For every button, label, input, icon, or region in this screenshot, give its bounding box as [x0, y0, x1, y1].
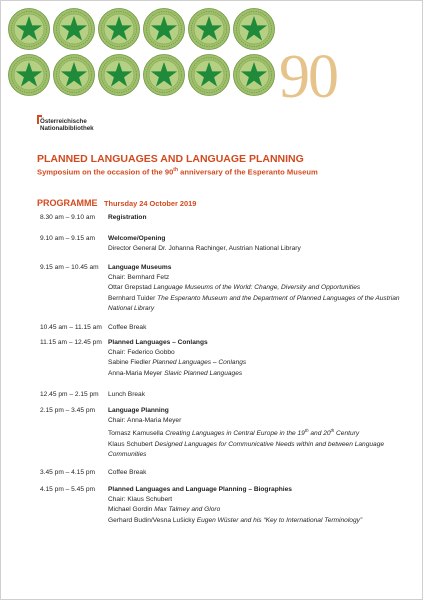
esperanto-star-medal-icon	[233, 54, 275, 96]
esperanto-star-medal-icon	[188, 54, 230, 96]
break-label: Coffee Break	[108, 324, 147, 331]
session-chair: Chair: Klaus Schubert	[108, 496, 173, 504]
talk: Gerhard Budin/Vesna Lušicky Eugen Wüster and his “Key to International Terminology”	[108, 516, 363, 524]
session-time: 10.45 am – 11.15 am	[40, 324, 102, 331]
esperanto-star-medal-icon	[143, 54, 185, 96]
medal-banner	[8, 8, 293, 108]
session-time: 3.45 pm – 4.15 pm	[40, 469, 95, 476]
talk: Michael Gordin Max Talmey and Gloro	[108, 506, 221, 514]
break-label: Coffee Break	[108, 469, 147, 476]
esperanto-star-medal-icon	[98, 8, 140, 50]
esperanto-star-medal-icon	[188, 8, 230, 50]
session-chair: Chair: Federico Gobbo	[108, 349, 175, 357]
session-time: 2.15 pm – 3.45 pm	[40, 407, 95, 414]
programme-date: Thursday 24 October 2019	[103, 199, 197, 208]
session-title: Language Planning	[108, 407, 169, 414]
session-chair: Chair: Bernhard Fetz	[108, 274, 170, 282]
programme-label: PROGRAMME	[37, 198, 98, 208]
esperanto-star-medal-icon	[53, 8, 95, 50]
break-label: Lunch Break	[108, 391, 146, 398]
session-chair: Chair: Anna-Maria Meyer	[108, 417, 182, 425]
talk: Bernhard Tuider The Esperanto Museum and the Department of Planned Languages of the Austrian National Library	[108, 294, 400, 312]
session-title: Welcome/Opening	[108, 235, 166, 242]
session-title: Planned Languages – Conlangs	[108, 339, 208, 346]
esperanto-star-medal-icon	[233, 8, 275, 50]
talk: Anna-Maria Meyer Slavic Planned Languages	[108, 369, 243, 377]
anniversary-number: 90	[279, 43, 337, 111]
session-title: Registration	[108, 214, 147, 221]
session-time: 12.45 pm – 2.15 pm	[40, 391, 99, 398]
document-title: PLANNED LANGUAGES AND LANGUAGE PLANNING	[37, 153, 304, 165]
logo-line-2: Nationalbibliothek	[40, 125, 94, 132]
talk: Ottar Grepstad Language Museums of the World: Change, Diversity and Opportunities	[108, 284, 361, 292]
session-time: 8.30 am – 9.10 am	[40, 214, 95, 221]
session-title: Planned Languages and Language Planning – Biographies	[108, 486, 292, 493]
session-time: 11.15 am – 12.45 pm	[40, 339, 102, 346]
session-time: 9.15 am – 10.45 am	[40, 264, 99, 271]
esperanto-star-medal-icon	[8, 8, 50, 50]
session-title: Language Museums	[108, 264, 172, 271]
talk: Klaus Schubert Designed Languages for Communicative Needs within and between Language Communities	[108, 440, 385, 458]
programme-heading	[37, 193, 196, 211]
session-detail: Director General Dr. Johanna Rachinger, Austrian National Library	[108, 245, 301, 253]
esperanto-star-medal-icon	[98, 54, 140, 96]
talk: Tomasz Kamusella Creating Languages in Central Europe in the 19th and 20th Century	[108, 428, 360, 438]
talk: Sabine Fiedler Planned Languages – Conlangs	[108, 359, 247, 367]
session-time: 9.10 am – 9.15 am	[40, 235, 95, 242]
logo-line-1: Österreichische	[40, 118, 87, 125]
esperanto-star-medal-icon	[143, 8, 185, 50]
session-time: 4.15 pm – 5.45 pm	[40, 486, 95, 493]
esperanto-star-medal-icon	[8, 54, 50, 96]
document-subtitle: Symposium on the occasion of the 90th anniversary of the Esperanto Museum	[37, 167, 318, 177]
esperanto-star-medal-icon	[53, 54, 95, 96]
